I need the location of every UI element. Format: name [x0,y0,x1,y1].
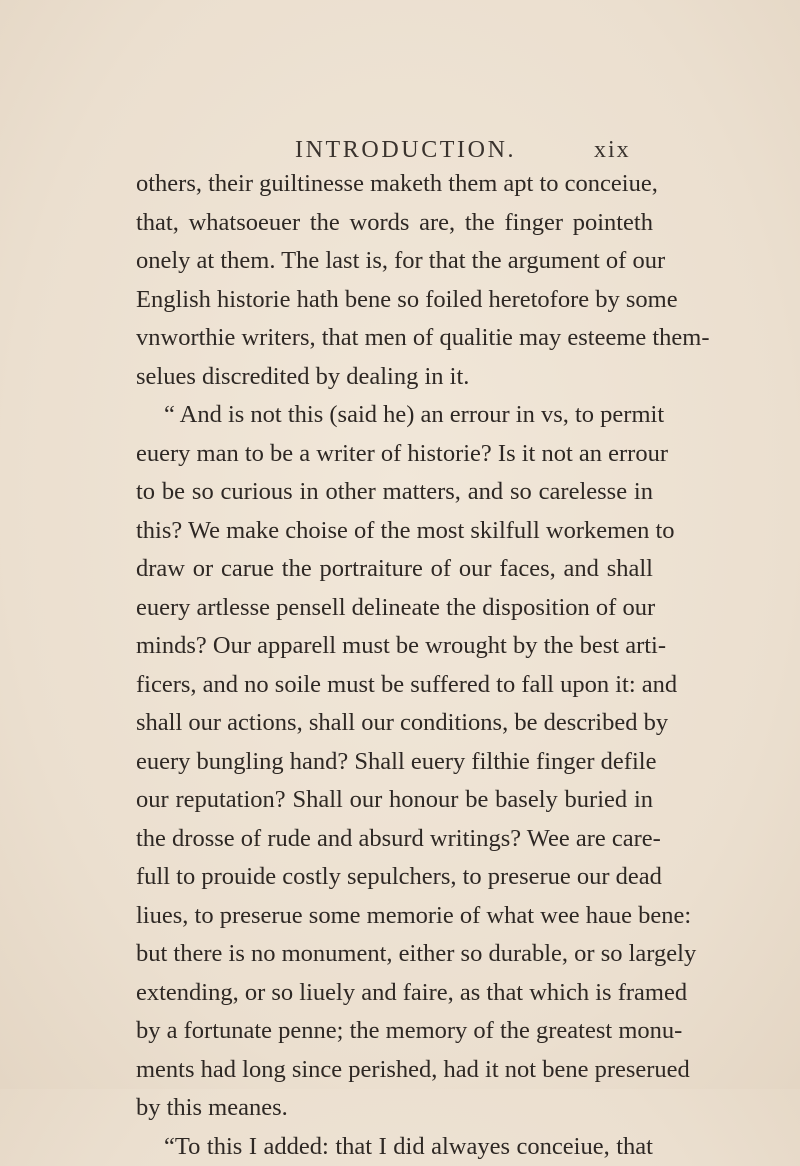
text-line: others, their guiltinesse maketh them apt to conceiue, [136,165,653,204]
text-line: but there is no monument, either so durable, or so largely [136,935,653,974]
text-line: euery bungling hand? Shall euery filthie finger defile [136,743,653,782]
text-line: selues discredited by dealing in it. [136,358,653,397]
text-line: draw or carue the portraiture of our faces, and shall [136,550,653,589]
text-line: ficers, and no soile must be suffered to fall upon it: and [136,666,653,705]
page-number: xix [594,132,631,168]
running-title: INTRODUCTION. [295,132,516,168]
body-text [136,165,653,1166]
text-line: vnworthie writers, that men of qualitie may esteeme them- [136,319,653,358]
text-line: shall our actions, shall our conditions, be described by [136,704,653,743]
text-line: English historie hath bene so foiled heretofore by some [136,281,653,320]
text-line: that, whatsoeuer the words are, the finger pointeth [136,204,653,243]
text-line: this? We make choise of the most skilfull workemen to [136,512,653,551]
text-line: extending, or so liuely and faire, as that which is framed [136,974,653,1013]
text-line: minds? Our apparell must be wrought by the best arti- [136,627,653,666]
text-line: ments had long since perished, had it not bene preserued [136,1051,653,1090]
text-line: the drosse of rude and absurd writings? Wee are care- [136,820,653,859]
text-line: by a fortunate penne; the memory of the greatest monu- [136,1012,653,1051]
text-line: to be so curious in other matters, and so carelesse in [136,473,653,512]
text-line: our reputation? Shall our honour be basely buried in [136,781,653,820]
text-line: liues, to preserue some memorie of what wee haue bene: [136,897,653,936]
text-line: full to prouide costly sepulchers, to preserue our dead [136,858,653,897]
text-line: euery man to be a writer of historie? Is it not an errour [136,435,653,474]
text-line: “ And is not this (said he) an errour in vs, to permit [136,396,653,435]
text-line: “To this I added: that I did alwayes conceiue, that [136,1128,653,1166]
text-line: euery artlesse pensell delineate the disposition of our [136,589,653,628]
running-head [0,132,800,168]
text-line: onely at them. The last is, for that the argument of our [136,242,653,281]
text-line: by this meanes. [136,1089,653,1128]
